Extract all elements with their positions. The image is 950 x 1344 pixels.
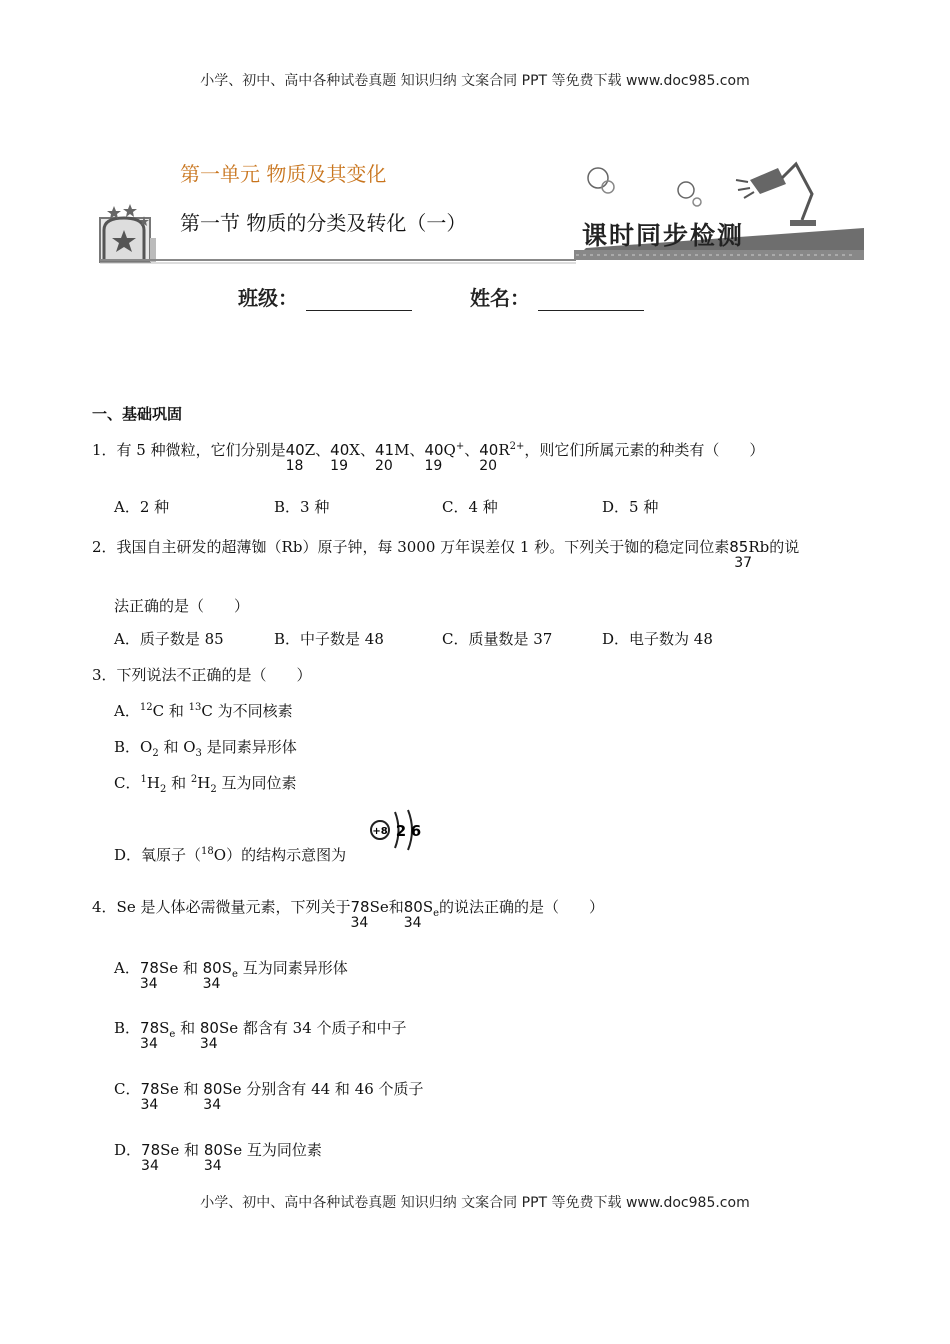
q4-option-a[interactable]: A．78Se 34 和 $80S_e$ 34 互为同素异形体 (114, 959, 348, 992)
q2-option-a[interactable]: A．质子数是 85 (114, 630, 224, 648)
atom-nucleus: +8 (372, 826, 388, 837)
q2-option-b[interactable]: B．中子数是 48 (274, 630, 384, 648)
name-field (470, 282, 644, 311)
question-2-stem (92, 536, 800, 571)
q2-line2: 法正确的是（ ） (114, 597, 250, 615)
q1-particle-z: 40Z 18 (285, 441, 316, 474)
section-title: 第一节 物质的分类及转化（一） (180, 211, 467, 235)
q2-option-d[interactable]: D．电子数为 48 (602, 630, 713, 648)
q3-option-a[interactable]: A．$^{12}$C 和 $^{13}$C 为不同核素 (114, 702, 293, 720)
question-4-stem: 4．Se 是人体必需微量元素，下列关于78Se 34 和$80S_e$ 34 的说法正确的是（ ） (92, 898, 605, 931)
q2-option-c[interactable]: C．质量数是 37 (442, 630, 553, 648)
question-1-stem (92, 439, 765, 474)
q2-line1: 2．我国自主研发的超薄铷（Rb）原子钟，每 3000 万年误差仅 1 秒。下列关于铷的稳定同位素 (92, 538, 730, 556)
q3-option-d[interactable]: D．氧原子（$^{18}$O）的结构示意图为 (114, 846, 347, 864)
desk-lamp-icon (736, 164, 816, 226)
q1-option-c[interactable]: C．4 种 (442, 498, 498, 516)
q1-option-d[interactable]: D．5 种 (602, 498, 659, 516)
q2-nuclide (729, 538, 770, 571)
q3-option-b[interactable]: B．$O_2$ 和 $O_3$ 是同素异形体 (114, 738, 297, 759)
divider-line (100, 260, 576, 263)
q1-prefix: 1．有 5 种微粒，它们分别是 (92, 441, 286, 459)
class-label: 班级： (238, 286, 298, 310)
q4-option-c[interactable]: C．78Se 34 和 80Se 34 分别含有 44 和 46 个质子 (114, 1080, 424, 1113)
page-header: 小学、初中、高中各种试卷真题 知识归纳 文案合同 PPT 等免费下载 www.doc985.com (200, 73, 750, 89)
atom-shell-1: 2 (395, 822, 407, 840)
q1-option-b[interactable]: B．3 种 (274, 498, 330, 516)
page-footer: 小学、初中、高中各种试卷真题 知识归纳 文案合同 PPT 等免费下载 www.doc985.com (200, 1195, 750, 1211)
q1-option-a[interactable]: A．2 种 (114, 498, 170, 516)
q1-particle-q: 40Q+ 19 (424, 441, 465, 474)
q1-particle-r: $40R^{2+}$ 20 (479, 441, 525, 474)
q4-nuclide-2: $80S_e$ 34 (403, 898, 440, 931)
q4-nuclide-1: 78Se 34 (350, 898, 389, 931)
question-3-stem: 3．下列说法不正确的是（ ） (92, 666, 312, 684)
q1-suffix: ，则它们所属元素的种类有（ ） (524, 441, 765, 459)
section-heading: 一、基础巩固 (92, 405, 183, 423)
q3-option-c[interactable]: C．$^1H_2$ 和 $^2H_2$ 互为同位素 (114, 774, 297, 795)
q1-particles: 40Z 18 、40X 19 、41M 20 、40Q+ 19 、$40R^{2+}$ 20 (285, 441, 525, 474)
name-label: 姓名： (470, 286, 530, 310)
q2-nuclide-symbol: Rb (748, 538, 770, 556)
banner-title: 课时同步检测 (582, 221, 745, 250)
oxygen-atom-diagram (366, 806, 424, 858)
name-blank[interactable] (538, 292, 644, 311)
q1-particle-m: 41M 20 (374, 441, 410, 474)
q4-option-b[interactable]: B．$78S_e$ 34 和 80Se 34 都含有 34 个质子和中子 (114, 1019, 407, 1052)
q1-particle-x: 40X 19 (330, 441, 360, 474)
q2-line1-end: 的说 (769, 538, 800, 556)
q4-option-d[interactable]: D．78Se 34 和 80Se 34 互为同位素 (114, 1141, 322, 1174)
atom-shell-2: 6 (410, 822, 422, 840)
bubbles-icon (588, 168, 701, 206)
unit-title: 第一单元 物质及其变化 (180, 162, 387, 186)
q2-nuclide-z: 37 (734, 555, 753, 571)
q2-nuclide-mass: 85 (729, 538, 749, 556)
star-badge-icon (100, 204, 156, 262)
class-blank[interactable] (306, 292, 412, 311)
class-field (238, 282, 412, 311)
